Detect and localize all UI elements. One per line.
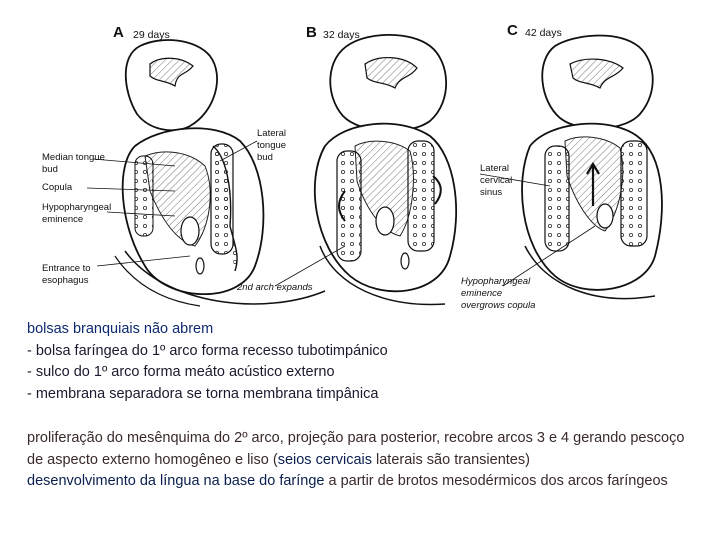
label-overgrow-3: overgrows copula bbox=[461, 300, 536, 311]
panel-a-age: 29 days bbox=[133, 29, 170, 41]
panel-c-letter: C bbox=[507, 22, 518, 39]
caption-block-2 bbox=[27, 428, 697, 493]
p2-part1: proliferação do mesênquima do 2º arco, projeção para posterior, recobre arcos 3 e 4 gerando pescoço de aspecto externo homogêneo e liso ( bbox=[27, 430, 685, 468]
label-median-tongue-2: bud bbox=[42, 164, 58, 175]
label-lateral-tongue-1: Lateral bbox=[257, 128, 287, 139]
label-entrance-1: Entrance to bbox=[42, 263, 91, 274]
text-line-4: - membrana separadora se torna membrana timpânica bbox=[27, 385, 379, 402]
text-line-1: bolsas branquiais não abrem bbox=[27, 321, 214, 337]
label-overgrow-2: eminence bbox=[461, 288, 503, 299]
label-lateral-tongue-3: bud bbox=[257, 152, 273, 163]
panel-c bbox=[507, 22, 662, 299]
label-hypopharyngeal-1: Hypopharyngeal bbox=[42, 202, 112, 213]
p2-highlight: seios cervicais bbox=[277, 451, 372, 468]
caption-block-1 bbox=[27, 319, 697, 405]
panel-b bbox=[306, 24, 456, 304]
panel-a-letter: A bbox=[113, 24, 124, 41]
panel-c-age: 42 days bbox=[525, 27, 562, 39]
panel-b-age: 32 days bbox=[323, 29, 360, 41]
label-second-arch: 2nd arch expands bbox=[237, 282, 313, 293]
panel-a bbox=[113, 24, 325, 306]
label-overgrow-1: Hypopharyngeal bbox=[461, 276, 531, 287]
label-median-tongue-1: Median tongue bbox=[42, 152, 105, 163]
panel-b-letter: B bbox=[306, 24, 317, 41]
paragraph-3 bbox=[27, 471, 697, 493]
text-line-2: - bolsa faríngea do 1º arco forma recesso tubotimpánico bbox=[27, 342, 388, 359]
label-hypopharyngeal-2: eminence bbox=[42, 214, 84, 225]
text-line-3: - sulco do 1º arco forma meáto acústico externo bbox=[27, 364, 335, 380]
embryo-figure bbox=[25, 16, 683, 318]
embryo-drawing bbox=[25, 16, 683, 318]
p3-highlight: desenvolvimento da língua na base do farínge bbox=[27, 473, 325, 489]
label-cervical-2: cervical bbox=[480, 175, 513, 186]
label-cervical-3: sinus bbox=[480, 187, 503, 198]
paragraph-2 bbox=[27, 428, 697, 471]
label-entrance-2: esophagus bbox=[42, 275, 89, 286]
p2-part2: laterais são transientes) bbox=[371, 451, 530, 468]
p3-rest: a partir de brotos mesodérmicos dos arcos faríngeos bbox=[324, 473, 668, 489]
label-cervical-1: Lateral bbox=[480, 163, 510, 174]
label-copula: Copula bbox=[42, 182, 73, 193]
label-lateral-tongue-2: tongue bbox=[257, 140, 287, 151]
